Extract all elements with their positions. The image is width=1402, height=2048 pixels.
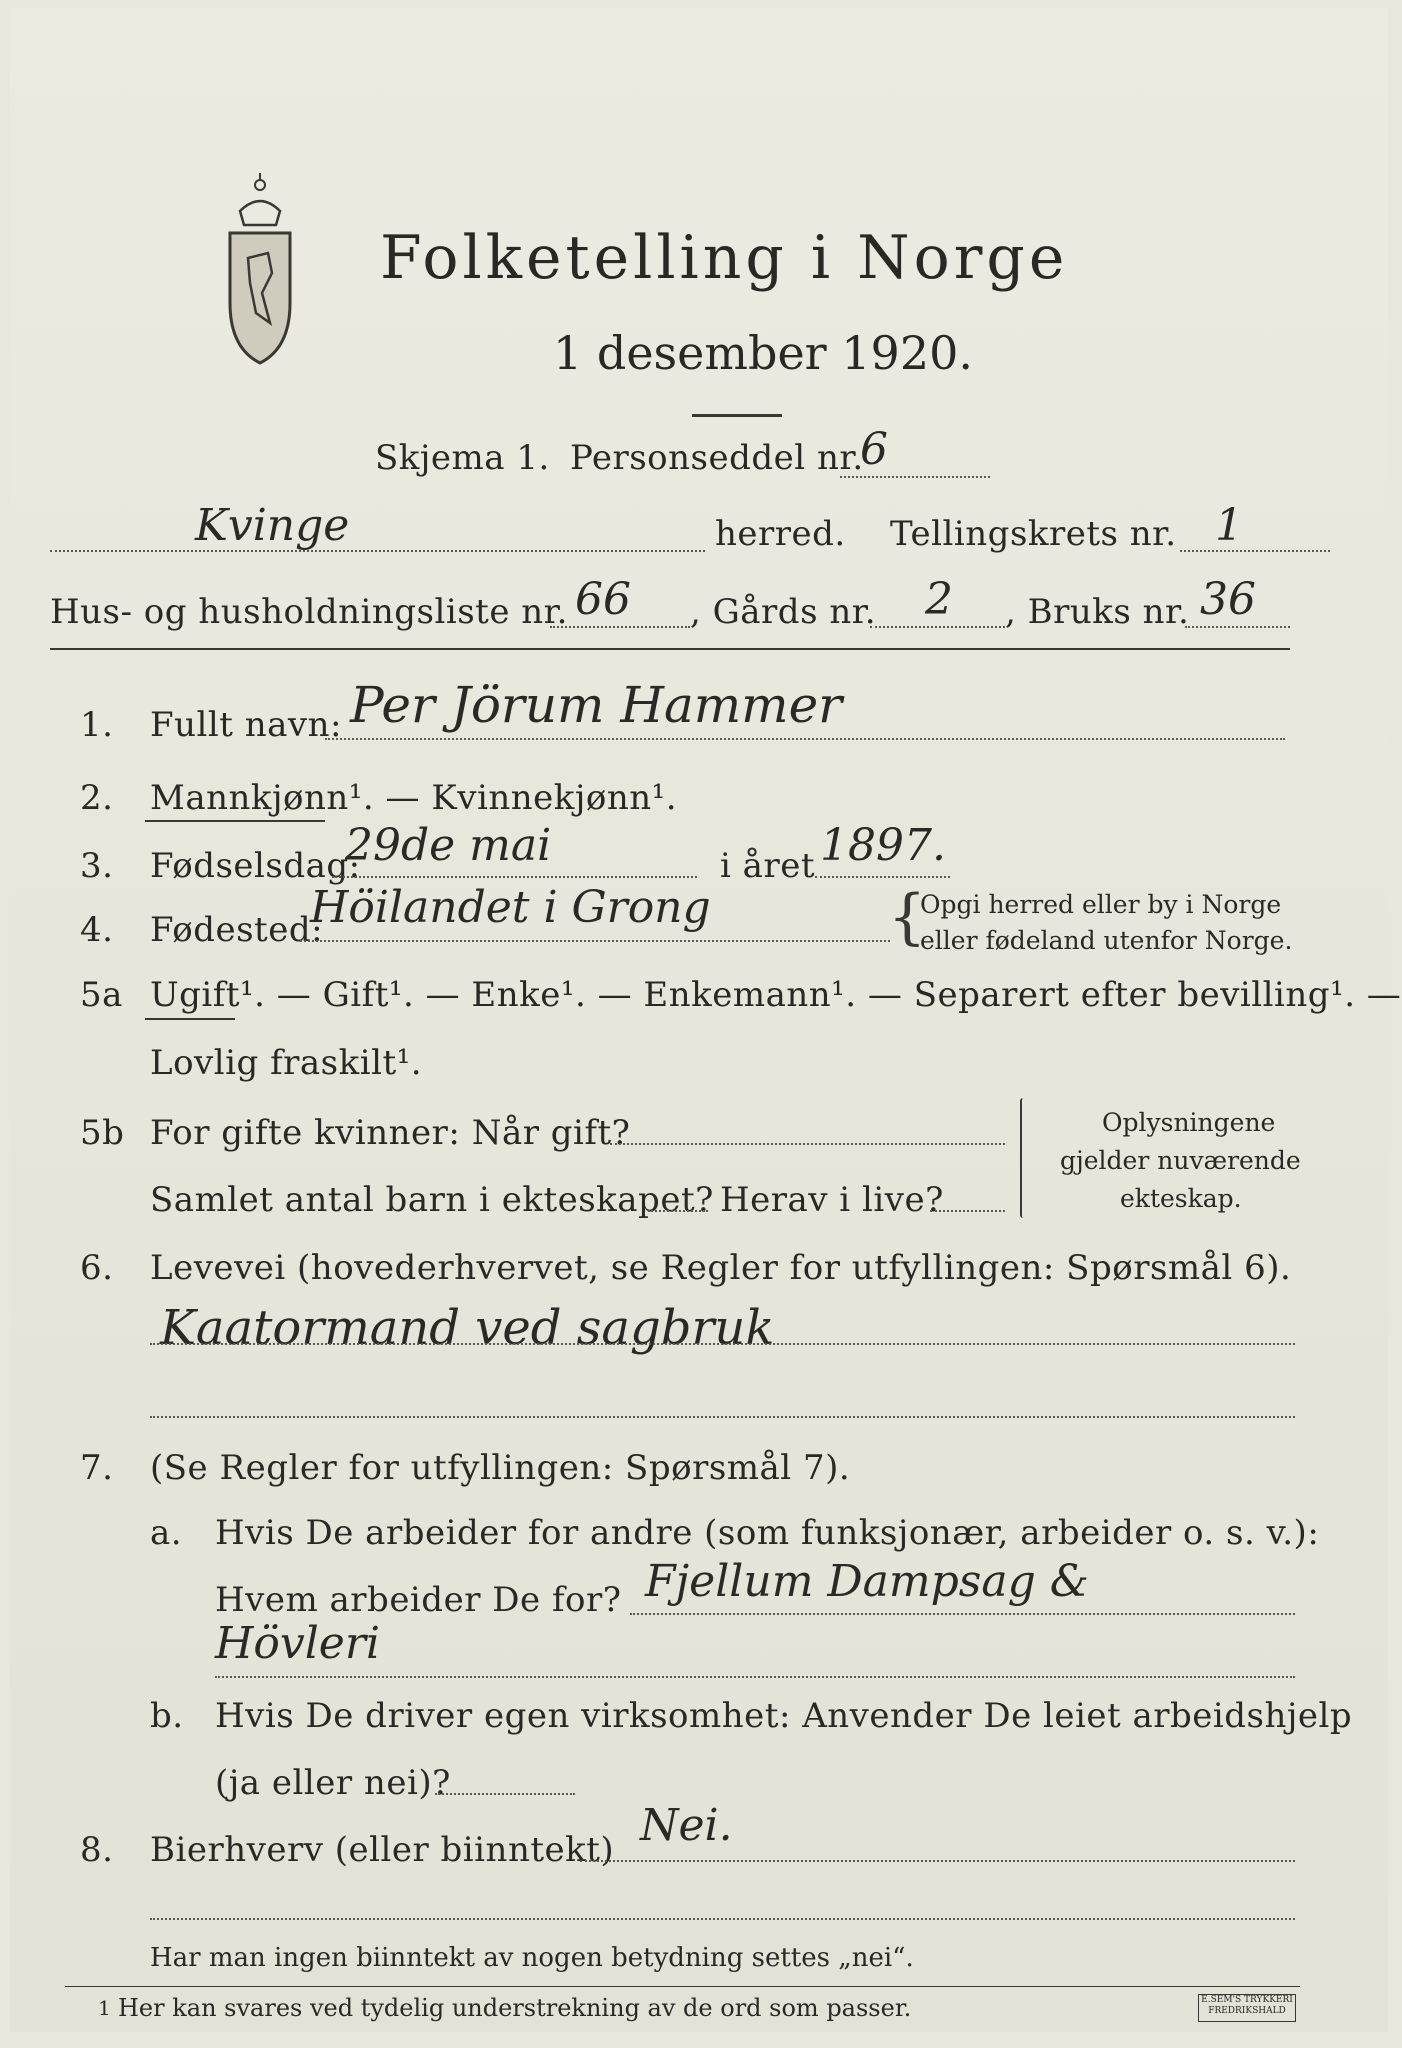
q7-number: 7. xyxy=(80,1448,114,1488)
printer-stamp xyxy=(1198,1994,1296,2022)
q6-line-1 xyxy=(150,1343,1295,1345)
q5a-number: 5a xyxy=(80,975,123,1015)
q5a-underline xyxy=(145,1018,235,1020)
q4-note-1: Opgi herred eller by i Norge xyxy=(920,890,1282,919)
q5b-brace xyxy=(1020,1098,1026,1218)
q5a-line1: Ugift¹. — Gift¹. — Enke¹. — Enkemann¹. — Separert efter bevilling¹. — xyxy=(150,975,1402,1015)
q3-number: 3. xyxy=(80,846,114,886)
title-divider xyxy=(692,414,782,417)
herred-label: herred. xyxy=(715,514,846,554)
q3-year-label: i året xyxy=(720,846,815,886)
tellingskrets-line xyxy=(1180,550,1330,552)
q7b-line1: Hvis De driver egen virksomhet: Anvender De leiet arbeidshjelp xyxy=(215,1696,1353,1736)
q5a-line2: Lovlig fraskilt¹. xyxy=(150,1043,423,1083)
footnote-text: Her kan svares ved tydelig understrekning av de ord som passer. xyxy=(118,1994,912,2022)
q7b-line xyxy=(435,1793,575,1795)
q1-line xyxy=(325,738,1285,740)
q1-label: Fullt navn: xyxy=(150,705,342,745)
q3-birthday[interactable]: 29de mai xyxy=(345,820,552,871)
q1-number: 1. xyxy=(80,705,114,745)
q6-number: 6. xyxy=(80,1248,114,1288)
gards-line xyxy=(870,626,1005,628)
q5b-note-1: Oplysningene xyxy=(1102,1108,1276,1137)
q7a-employer-2[interactable]: Hövleri xyxy=(215,1618,380,1669)
q3-label: Fødselsdag: xyxy=(150,846,361,886)
q8-side-income[interactable]: Nei. xyxy=(640,1800,733,1851)
footnote-mark: 1 xyxy=(98,1996,111,2020)
q1-full-name[interactable]: Per Jörum Hammer xyxy=(350,676,843,734)
q4-line xyxy=(300,940,890,942)
q5b-line2a: Samlet antal barn i ekteskapet? xyxy=(150,1180,714,1220)
gards-value[interactable]: 2 xyxy=(925,574,953,625)
q7a-line2: Hvem arbeider De for? xyxy=(215,1580,622,1620)
q3-year[interactable]: 1897. xyxy=(820,820,946,871)
q8-number: 8. xyxy=(80,1830,114,1870)
q6-label: Levevei (hovederhvervet, se Regler for utfyllingen: Spørsmål 6). xyxy=(150,1248,1292,1288)
husliste-value[interactable]: 66 xyxy=(575,574,631,625)
q7a-line-2 xyxy=(215,1676,1295,1678)
tellingskrets-value[interactable]: 1 xyxy=(1215,500,1243,551)
husliste-label: Hus- og husholdningsliste nr. xyxy=(50,592,568,632)
bruks-line xyxy=(1185,626,1290,628)
q5b-children-line xyxy=(648,1210,708,1212)
q5b-number: 5b xyxy=(80,1113,125,1153)
gards-label: , Gårds nr. xyxy=(690,592,877,632)
personseddel-label: Personseddel nr. xyxy=(570,438,864,478)
q4-number: 4. xyxy=(80,910,114,950)
herred-line xyxy=(50,550,705,552)
q5b-married-line xyxy=(610,1143,1005,1145)
census-date: 1 desember 1920. xyxy=(553,326,973,380)
q7a-employer-1[interactable]: Fjellum Dampsag & xyxy=(645,1556,1089,1607)
q5b-line1: For gifte kvinner: Når gift? xyxy=(150,1113,631,1153)
q4-label: Fødested: xyxy=(150,910,324,950)
personseddel-line xyxy=(840,476,990,478)
q8-line-2 xyxy=(150,1918,1295,1920)
printer-line-1: E.SEM'S TRYKKERI xyxy=(1201,1995,1293,2005)
q5b-note-3: ekteskap. xyxy=(1120,1184,1242,1213)
skjema-label: Skjema 1. xyxy=(375,438,550,478)
bruks-value[interactable]: 36 xyxy=(1200,574,1256,625)
q5b-note-2: gjelder nuværende xyxy=(1060,1146,1301,1175)
census-sheet xyxy=(10,8,1402,2032)
q5b-alive-line xyxy=(930,1210,1005,1212)
q6-line-2 xyxy=(150,1416,1295,1418)
q5b-line2b: Herav i live? xyxy=(720,1180,944,1220)
q7a-line-1 xyxy=(630,1613,1295,1615)
q4-brace: { xyxy=(888,882,927,952)
footer-note: Har man ingen biinntekt av nogen betydning settes „nei“. xyxy=(150,1943,914,1973)
q3-line xyxy=(332,876,697,878)
q4-birthplace[interactable]: Höilandet i Grong xyxy=(310,882,711,933)
bruks-label: , Bruks nr. xyxy=(1005,592,1190,632)
herred-value[interactable]: Kvinge xyxy=(195,500,350,551)
q2-number: 2. xyxy=(80,778,114,818)
personseddel-value[interactable]: 6 xyxy=(860,424,888,475)
q6-occupation[interactable]: Kaatormand ved sagbruk xyxy=(160,1300,775,1356)
printer-line-2: FREDRIKSHALD xyxy=(1208,2006,1286,2016)
q7b-line2: (ja eller nei)? xyxy=(215,1763,451,1803)
form-title: Folketelling i Norge xyxy=(380,223,1069,293)
q2-underline xyxy=(145,820,325,822)
q7a-line1: Hvis De arbeider for andre (som funksjonær, arbeider o. s. v.): xyxy=(215,1513,1320,1553)
header-rule xyxy=(50,648,1290,650)
footer-rule xyxy=(65,1986,1300,1987)
q2-gender: Mannkjønn¹. — Kvinnekjønn¹. xyxy=(150,778,678,818)
q3-year-line xyxy=(815,876,950,878)
q7a-mark: a. xyxy=(150,1513,183,1553)
norwegian-coat-of-arms-icon xyxy=(210,163,310,373)
q8-line xyxy=(580,1860,1295,1862)
q8-label: Bierhverv (eller biinntekt) xyxy=(150,1830,615,1870)
tellingskrets-label: Tellingskrets nr. xyxy=(890,514,1177,554)
q4-note-2: eller fødeland utenfor Norge. xyxy=(920,926,1293,955)
husliste-line xyxy=(550,626,690,628)
q7-label: (Se Regler for utfyllingen: Spørsmål 7). xyxy=(150,1448,851,1488)
q7b-mark: b. xyxy=(150,1696,184,1736)
